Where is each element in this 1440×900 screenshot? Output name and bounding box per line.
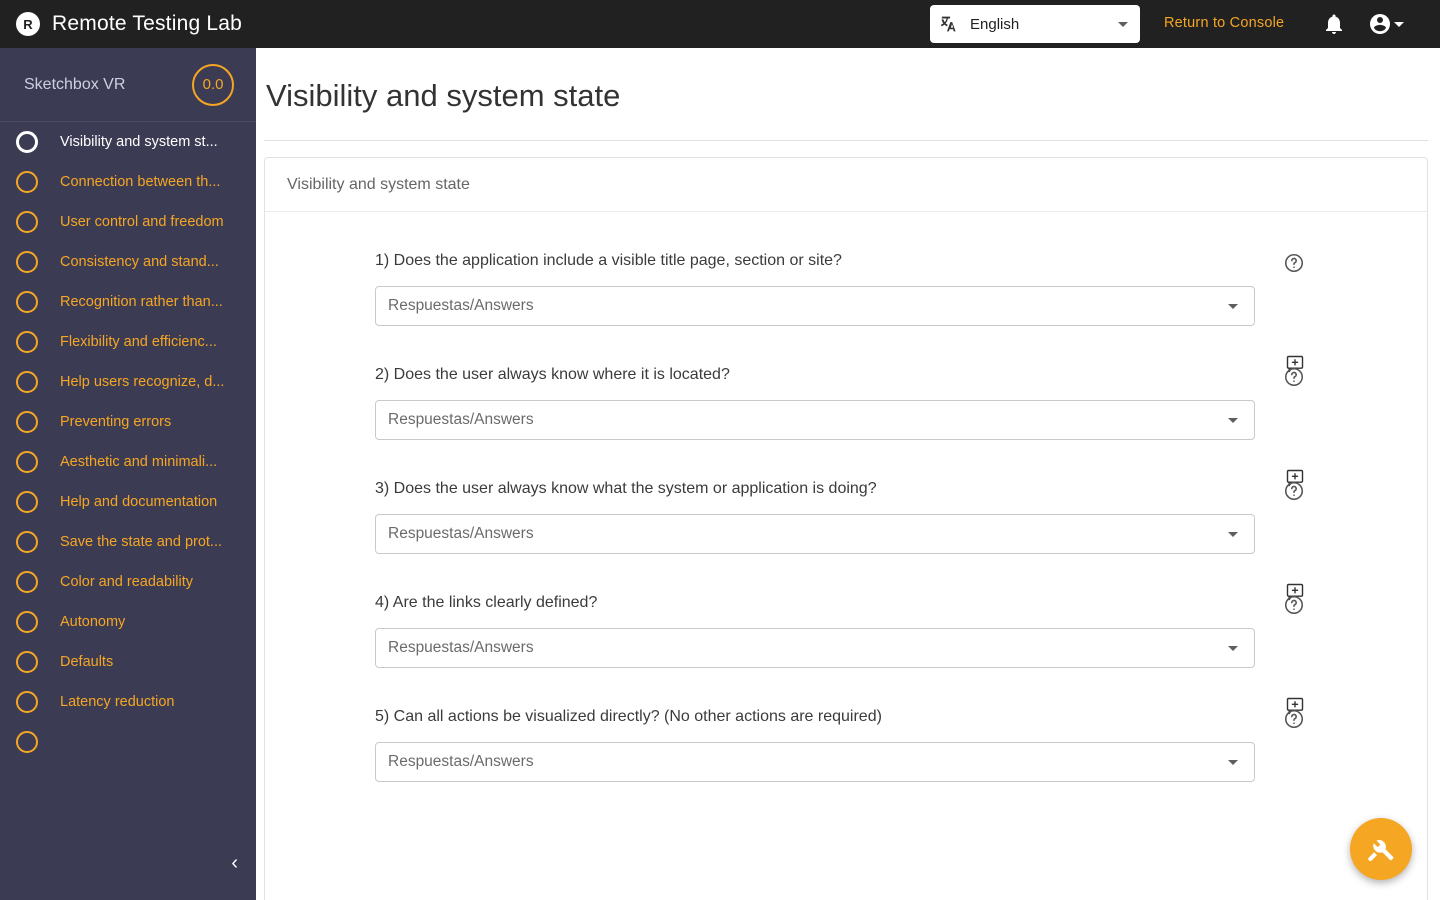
answer-select-value: Respuestas/Answers: [388, 753, 534, 770]
sidebar-item-color-and-readability[interactable]: [0, 562, 256, 602]
sidebar-item-aesthetic-and-minimalist[interactable]: [0, 442, 256, 482]
circle-icon: [16, 371, 38, 393]
sidebar-item-flexibility-and-efficiency[interactable]: [0, 322, 256, 362]
circle-icon: [16, 611, 38, 633]
circle-icon: [16, 651, 38, 673]
translate-icon: [940, 13, 962, 35]
sidebar-item-label: Consistency and stand...: [60, 254, 219, 270]
circle-icon: [16, 131, 38, 153]
sidebar-item-label: Help users recognize, d...: [60, 374, 225, 390]
page-title: Visibility and system state: [266, 78, 621, 113]
answer-select-value: Respuestas/Answers: [388, 639, 534, 656]
answer-field-wrap: [375, 742, 1255, 782]
answer-field-wrap: [375, 286, 1255, 326]
brand: [0, 12, 242, 36]
chevron-down-icon[interactable]: [1228, 304, 1238, 309]
question-text: 4) Are the links clearly defined?: [375, 594, 598, 611]
circle-icon: [16, 331, 38, 353]
circle-icon: [16, 531, 38, 553]
circle-icon: [16, 451, 38, 473]
chevron-down-icon[interactable]: [1228, 532, 1238, 537]
chevron-down-icon[interactable]: [1394, 22, 1404, 27]
sidebar-item-label: Latency reduction: [60, 694, 175, 710]
answer-select-value: Respuestas/Answers: [388, 411, 534, 428]
language-value: English: [970, 15, 1020, 33]
questionnaire-card: [264, 157, 1428, 900]
circle-icon: [16, 251, 38, 273]
sidebar-item-visibility-and-system-state[interactable]: [0, 122, 256, 162]
answer-field-wrap: [375, 400, 1255, 440]
tools-fab-button[interactable]: [1350, 818, 1412, 880]
sidebar-item-label: Recognition rather than...: [60, 294, 223, 310]
circle-icon: [16, 171, 38, 193]
sidebar-item-latency-reduction[interactable]: [0, 682, 256, 722]
answer-select[interactable]: [375, 742, 1255, 782]
sidebar-item-label: Autonomy: [60, 614, 126, 630]
sidebar-item-defaults[interactable]: [0, 642, 256, 682]
answer-select[interactable]: [375, 628, 1255, 668]
circle-icon: [16, 571, 38, 593]
circle-icon: [16, 411, 38, 433]
circle-icon: [16, 291, 38, 313]
sidebar-footer: [0, 825, 256, 900]
sidebar-item-label: Help and documentation: [60, 494, 218, 510]
sidebar-item-user-control-and-freedom[interactable]: [0, 202, 256, 242]
question-row: [265, 326, 1427, 440]
help-icon[interactable]: [1283, 594, 1305, 616]
help-icon[interactable]: [1283, 366, 1305, 388]
sidebar-item-label: Aesthetic and minimali...: [60, 454, 218, 470]
help-icon[interactable]: [1283, 480, 1305, 502]
sidebar-item-extra[interactable]: [0, 722, 256, 762]
question-row: [265, 554, 1427, 668]
circle-icon: [16, 211, 38, 233]
main-content: [256, 48, 1440, 900]
account-circle-icon: [1368, 12, 1392, 36]
circle-icon: [16, 491, 38, 513]
answer-select-value: Respuestas/Answers: [388, 297, 534, 314]
answer-field-wrap: [375, 514, 1255, 554]
score-badge: 0.0: [192, 64, 234, 106]
chevron-down-icon[interactable]: [1228, 418, 1238, 423]
sidebar-item-label: Visibility and system st...: [60, 134, 218, 150]
help-icon[interactable]: [1283, 252, 1305, 274]
sidebar-item-recognition-rather-than[interactable]: [0, 282, 256, 322]
sidebar-item-label: Defaults: [60, 654, 114, 670]
questions-list: [265, 212, 1427, 782]
top-bar: [0, 0, 1440, 48]
chevron-down-icon[interactable]: [1228, 646, 1238, 651]
answer-select[interactable]: [375, 400, 1255, 440]
circle-icon: [16, 691, 38, 713]
question-row: [265, 212, 1427, 326]
brand-title: Remote Testing Lab: [52, 12, 242, 35]
answer-select[interactable]: [375, 514, 1255, 554]
question-row: [265, 440, 1427, 554]
collapse-sidebar-icon[interactable]: ‹: [231, 851, 238, 874]
sidebar-item-label: Save the state and prot...: [60, 534, 223, 550]
question-row: [265, 668, 1427, 782]
question-text: 2) Does the user always know where it is located?: [375, 366, 730, 383]
project-name: Sketchbox VR: [24, 75, 126, 93]
help-icon[interactable]: [1283, 708, 1305, 730]
chevron-down-icon[interactable]: [1228, 760, 1238, 765]
brand-logo-icon: R: [16, 12, 40, 36]
question-text: 5) Can all actions be visualized directly? (No other actions are required): [375, 708, 882, 725]
divider: [264, 140, 1428, 141]
circle-icon: [16, 731, 38, 753]
sidebar-item-label: Flexibility and efficienc...: [60, 334, 217, 350]
sidebar-list: [0, 121, 256, 811]
sidebar-header: [0, 48, 256, 121]
sidebar: [0, 48, 256, 900]
question-text: 3) Does the user always know what the system or application is doing?: [375, 480, 877, 497]
sidebar-item-label: Preventing errors: [60, 414, 172, 430]
return-to-console-link[interactable]: Return to Console: [1164, 15, 1285, 31]
notifications-bell-icon[interactable]: [1322, 12, 1346, 36]
sidebar-item-help-users-recognize[interactable]: [0, 362, 256, 402]
sidebar-item-label: Color and readability: [60, 574, 193, 590]
answer-select[interactable]: [375, 286, 1255, 326]
sidebar-item-save-the-state-and-protect[interactable]: [0, 522, 256, 562]
chevron-down-icon[interactable]: [1118, 22, 1128, 27]
language-selector[interactable]: [930, 5, 1140, 43]
account-menu[interactable]: [1368, 12, 1406, 36]
card-header: Visibility and system state: [265, 158, 1427, 212]
sidebar-item-help-and-documentation[interactable]: [0, 482, 256, 522]
sidebar-item-label: User control and freedom: [60, 214, 224, 230]
sidebar-item-label: Connection between th...: [60, 174, 221, 190]
question-text: 1) Does the application include a visible title page, section or site?: [375, 252, 842, 269]
sidebar-item-consistency-and-standards[interactable]: [0, 242, 256, 282]
sidebar-item-connection-between[interactable]: [0, 162, 256, 202]
tools-icon: [1366, 834, 1396, 864]
sidebar-item-autonomy[interactable]: [0, 602, 256, 642]
sidebar-item-preventing-errors[interactable]: [0, 402, 256, 442]
answer-field-wrap: [375, 628, 1255, 668]
answer-select-value: Respuestas/Answers: [388, 525, 534, 542]
